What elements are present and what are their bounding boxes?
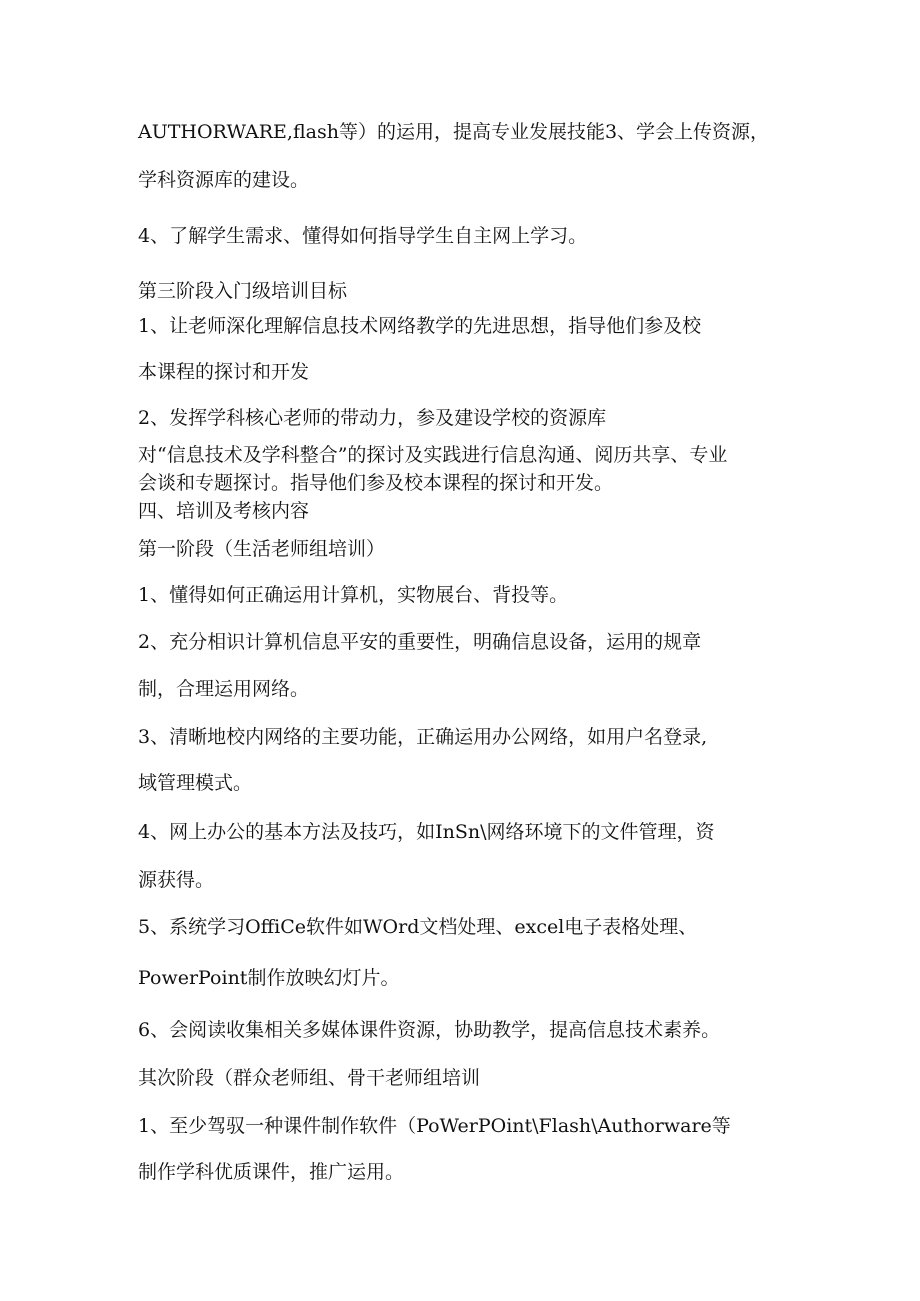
text-line: 学科资源库的建设。 (138, 169, 310, 191)
text-line: PowerPoint制作放映幻灯片。 (138, 967, 400, 989)
text-line: 4、网上办公的基本方法及技巧，如InSn\网络环境下的文件管理，资 (138, 821, 715, 843)
text-line: 4、了解学生需求、懂得如何指导学生自主网上学习。 (138, 225, 588, 247)
text-line: 6、会阅读收集相关多媒体课件资源，协助教学，提高信息技术素养。 (138, 1019, 721, 1041)
text-line: AUTHORWARE,flash等）的运用，提高专业发展技能3、学会上传资源， (138, 121, 770, 143)
text-line: 5、系统学习OffiCe软件如WOrd文档处理、excel电子表格处理、 (138, 916, 698, 938)
text-line: 3、清晰地校内网络的主要功能，正确运用办公网络，如用户名登录, (138, 726, 708, 748)
section-heading: 其次阶段（群众老师组、骨干老师组培训 (138, 1067, 481, 1089)
text-line: 制，合理运用网络。 (138, 678, 310, 700)
text-line: 1、至少驾驭一种课件制作软件（PoWerPOint\Flash\Authorware等 (138, 1115, 731, 1137)
text-line: 源获得。 (138, 869, 215, 891)
section-heading: 四、培训及考核内容 (138, 500, 310, 522)
section-heading: 第三阶段入门级培训目标 (138, 280, 348, 302)
text-line: 域管理模式。 (138, 772, 253, 794)
text-line: 2、充分相识计算机信息平安的重要性，明确信息设备，运用的规章 (138, 631, 702, 653)
text-line: 会谈和专题探讨。指导他们参及校本课程的探讨和开发。 (138, 472, 614, 494)
text-line: 制作学科优质课件，推广运用。 (138, 1161, 405, 1183)
section-heading: 第一阶段（生活老师组培训） (138, 538, 386, 560)
text-line: 2、发挥学科核心老师的带动力，参及建设学校的资源库 (138, 407, 607, 429)
text-line: 1、懂得如何正确运用计算机，实物展台、背投等。 (138, 584, 569, 606)
text-line: 1、让老师深化理解信息技术网络教学的先进思想，指导他们参及校 (138, 315, 702, 337)
text-line: 对“信息技术及学科整合”的探讨及实践进行信息沟通、阅历共享、专业 (138, 444, 728, 466)
text-line: 本课程的探讨和开发 (138, 361, 310, 383)
